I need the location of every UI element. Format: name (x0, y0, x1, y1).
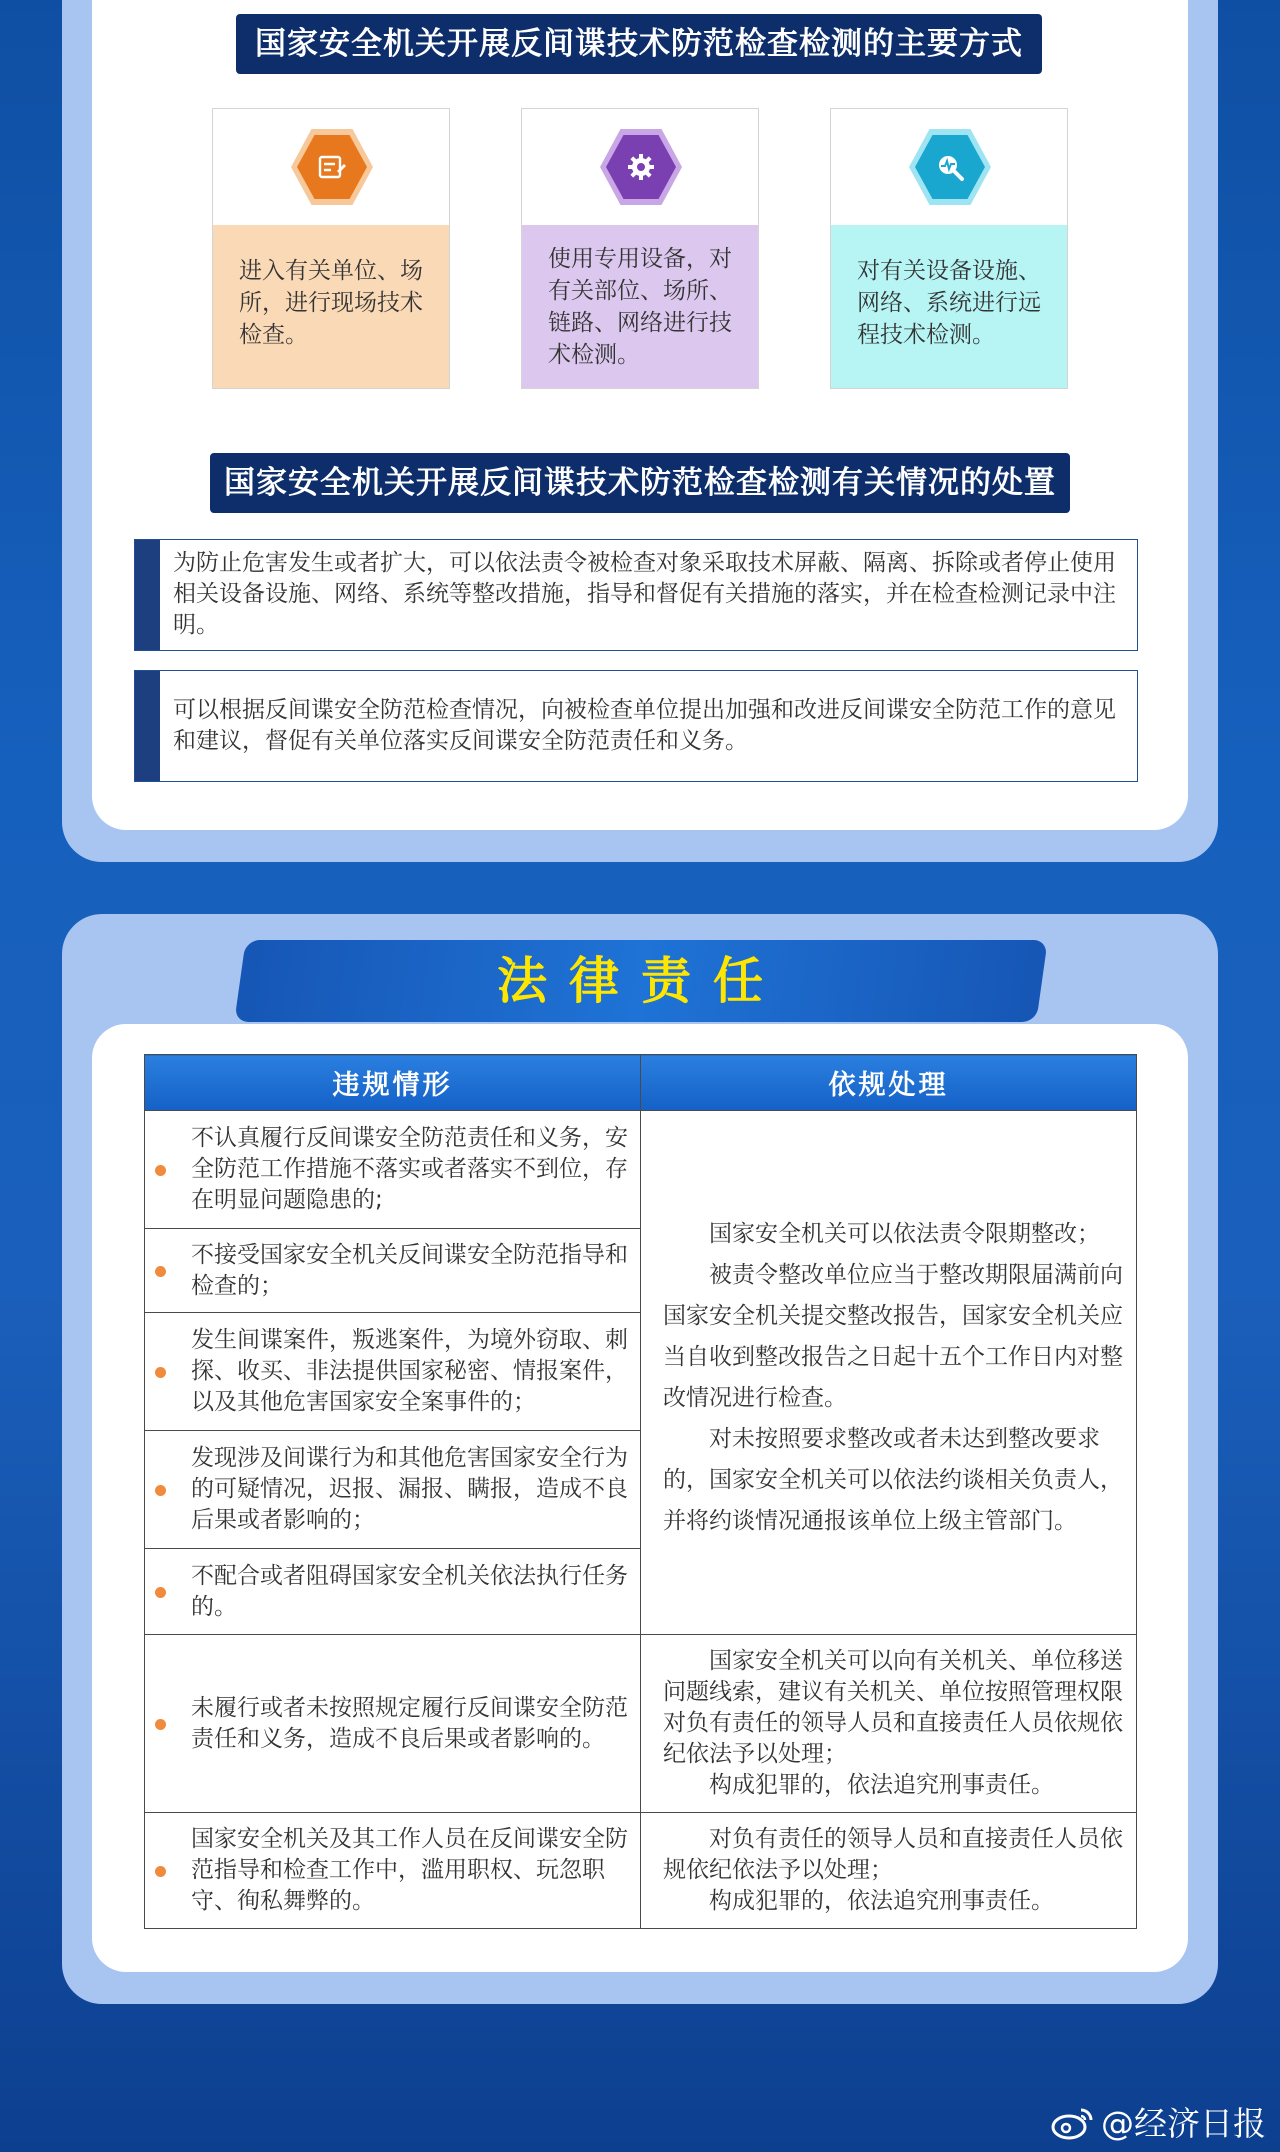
handling-text: 构成犯罪的，依法追究刑事责任。 (709, 1772, 1054, 1798)
method-card-onsite (212, 108, 450, 389)
handling-text: 国家安全机关可以依法责令限期整改； (709, 1220, 1100, 1247)
weibo-icon (1051, 2104, 1095, 2140)
gear-icon (600, 129, 682, 205)
handling-note (134, 539, 1138, 651)
violation-text: 不接受国家安全机关反间谍安全防范指导和检查的； (191, 1241, 628, 1299)
document-edit-icon (291, 129, 373, 205)
violation-cell (145, 1229, 641, 1313)
violation-cell (145, 1313, 641, 1431)
bullet-dot (155, 1719, 166, 1730)
table-row (145, 1111, 1137, 1229)
bullet-dot (155, 1165, 166, 1176)
section-title-methods: 国家安全机关开展反间谍技术防范检查检测的主要方式 (236, 14, 1042, 74)
table-header-row (145, 1055, 1137, 1111)
violation-text: 发生间谍案件，叛逃案件，为境外窃取、刺探、收买、非法提供国家秘密、情报案件，以及其他危害国家安全案事件的； (191, 1327, 628, 1415)
header-violation: 违规情形 (145, 1055, 641, 1111)
violation-cell (145, 1111, 641, 1229)
handling-text: 对负有责任的领导人员和直接责任人员依规依纪依法予以处理； (663, 1826, 1123, 1883)
bullet-dot (155, 1866, 166, 1877)
violation-cell (145, 1813, 641, 1929)
source-watermark (1051, 2098, 1266, 2145)
handling-cell (641, 1111, 1137, 1635)
violation-text: 国家安全机关及其工作人员在反间谍安全防范指导和检查工作中，滥用职权、玩忽职守、徇私舞弊的。 (191, 1826, 628, 1914)
violation-cell (145, 1431, 641, 1549)
bullet-dot (155, 1485, 166, 1496)
violation-text: 发现涉及间谍行为和其他危害国家安全行为的可疑情况，迟报、漏报、瞒报，造成不良后果或者影响的； (191, 1445, 628, 1533)
handling-cell (641, 1813, 1137, 1929)
handling-text: 国家安全机关可以向有关机关、单位移送问题线索，建议有关机关、单位按照管理权限对负有责任的领导人员和直接责任人员依规依纪依法予以处理； (663, 1648, 1123, 1767)
method-text: 使用专用设备，对有关部位、场所、链路、网络进行技术检测。 (522, 225, 758, 388)
table-row (145, 1813, 1137, 1929)
method-text: 进入有关单位、场所，进行现场技术检查。 (213, 225, 449, 388)
legal-banner-title: 法律责任 (497, 952, 785, 1010)
violation-text: 不配合或者阻碍国家安全机关依法执行任务的。 (191, 1562, 628, 1620)
handling-text: 对未按照要求整改或者未达到整改要求的，国家安全机关可以依法约谈相关负责人，并将约谈情况通报该单位上级主管部门。 (663, 1425, 1123, 1534)
legal-responsibility-table (144, 1054, 1137, 1929)
table-row (145, 1635, 1137, 1813)
magnifier-pulse-icon (909, 129, 991, 205)
violation-text: 不认真履行反间谍安全防范责任和义务，安全防范工作措施不落实或者落实不到位，存在明显问题隐患的; (191, 1125, 628, 1213)
handling-cell (641, 1635, 1137, 1813)
note-accent-bar (135, 540, 160, 650)
handling-note (134, 670, 1138, 782)
section-title-handling: 国家安全机关开展反间谍技术防范检查检测有关情况的处置 (210, 453, 1070, 513)
bullet-dot (155, 1367, 166, 1378)
method-text: 对有关设备设施、网络、系统进行远程技术检测。 (831, 225, 1067, 388)
bullet-dot (155, 1266, 166, 1277)
violation-cell (145, 1635, 641, 1813)
method-card-equipment (521, 108, 759, 389)
method-card-remote (830, 108, 1068, 389)
handling-text: 被责令整改单位应当于整改期限届满前向国家安全机关提交整改报告，国家安全机关应当自收到整改报告之日起十五个工作日内对整改情况进行检查。 (663, 1261, 1123, 1411)
note-text: 可以根据反间谍安全防范检查情况，向被检查单位提出加强和改进反间谍安全防范工作的意见和建议，督促有关单位落实反间谍安全防范责任和义务。 (173, 697, 1116, 754)
handling-text: 构成犯罪的，依法追究刑事责任。 (709, 1888, 1054, 1914)
violation-text: 未履行或者未按照规定履行反间谍安全防范责任和义务，造成不良后果或者影响的。 (191, 1694, 628, 1752)
violation-cell (145, 1549, 641, 1635)
bullet-dot (155, 1587, 166, 1598)
note-accent-bar (135, 671, 160, 781)
header-handling: 依规处理 (641, 1055, 1137, 1111)
note-text: 为防止危害发生或者扩大，可以依法责令被检查对象采取技术屏蔽、隔离、拆除或者停止使用相关设备设施、网络、系统等整改措施，指导和督促有关措施的落实，并在检查检测记录中注明。 (173, 550, 1116, 638)
watermark-text: @经济日报 (1101, 2104, 1266, 2143)
